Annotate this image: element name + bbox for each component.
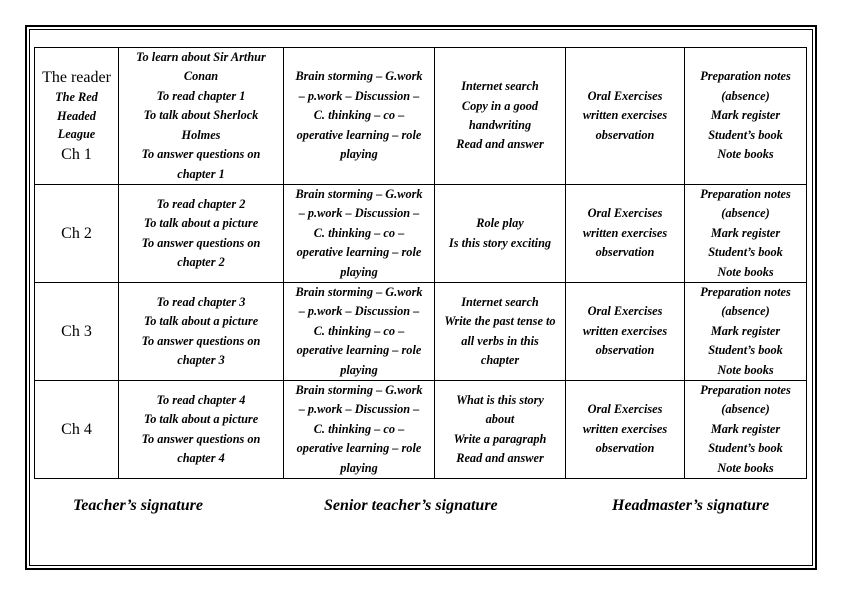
signatures: [34, 497, 806, 519]
reader-title-line: League: [57, 127, 96, 142]
cell-line: playing: [340, 362, 378, 377]
chapter-label: The reader: [42, 69, 111, 87]
cell-line: Note books: [717, 460, 774, 475]
cell-line: playing: [340, 147, 378, 162]
cell-line: operative learning – role: [296, 343, 422, 358]
cell-line: operative learning – role: [296, 245, 422, 260]
activities-cell: [435, 48, 566, 185]
resources-cell: [685, 48, 807, 185]
cell-line: written exercises: [582, 323, 668, 338]
activities-cell: [435, 283, 566, 381]
strategies-cell: [284, 48, 435, 185]
cell-line: Preparation notes: [700, 383, 791, 398]
cell-line: Note books: [717, 362, 774, 377]
cell-line: (absence): [721, 304, 770, 319]
evaluation-cell: [566, 283, 685, 381]
cell-line: operative learning – role: [296, 127, 422, 142]
table-row: [35, 185, 807, 283]
reader-title-line: Headed: [57, 108, 96, 123]
table-row: [35, 381, 807, 479]
evaluation-cell: [566, 185, 685, 283]
resources-cell: [685, 381, 807, 479]
strategies-cell: [284, 381, 435, 479]
cell-line: Oral Exercises: [587, 304, 663, 319]
cell-line: To answer questions on: [141, 333, 261, 348]
cell-line: Brain storming – G.work: [295, 187, 423, 201]
cell-line: Read and answer: [456, 137, 544, 152]
aims-cell: [119, 185, 284, 283]
cell-line: Brain storming – G.work: [295, 69, 423, 84]
cell-line: To answer questions on: [141, 147, 261, 162]
cell-line: observation: [595, 441, 655, 456]
strategies-cell: [284, 283, 435, 381]
cell-line: Oral Exercises: [587, 402, 663, 417]
cell-line: Mark register: [710, 108, 781, 123]
cell-line: written exercises: [582, 225, 668, 240]
cell-line: Student’s book: [708, 343, 783, 358]
cell-line: – p.work – Discussion –: [298, 402, 420, 417]
cell-line: Preparation notes: [700, 285, 791, 300]
cell-line: chapter 1: [177, 166, 225, 181]
cell-line: Conan: [183, 69, 219, 84]
cell-line: To talk about Sherlock: [143, 108, 259, 123]
chapter-label: Ch 2: [61, 225, 92, 243]
cell-line: all verbs in this: [461, 333, 539, 348]
chapter-cell: [35, 185, 119, 283]
activities-cell: [435, 381, 566, 479]
chapter-label: Ch 1: [61, 145, 92, 163]
cell-line: C. thinking – co –: [313, 323, 405, 338]
cell-line: Student’s book: [708, 441, 783, 456]
cell-line: To read chapter 3: [156, 294, 246, 309]
cell-line: (absence): [721, 88, 770, 103]
cell-line: To talk about a picture: [143, 216, 259, 231]
cell-line: playing: [340, 460, 378, 475]
cell-line: What is this story: [456, 392, 544, 407]
cell-line: To read chapter 2: [156, 196, 246, 211]
chapter-label: Ch 4: [61, 421, 92, 439]
resources-cell: [685, 185, 807, 283]
cell-line: chapter 3: [177, 352, 225, 367]
cell-line: – p.work – Discussion –: [298, 206, 420, 221]
chapter-cell: [35, 48, 119, 185]
cell-line: Oral Exercises: [587, 88, 663, 103]
cell-line: Preparation notes: [700, 187, 791, 201]
cell-line: Preparation notes: [700, 69, 791, 84]
reader-title-line: The Red: [55, 90, 98, 105]
table-row: [35, 283, 807, 381]
cell-line: – p.work – Discussion –: [298, 304, 420, 319]
aims-cell: [119, 48, 284, 185]
cell-line: about: [485, 412, 515, 427]
aims-cell: [119, 283, 284, 381]
cell-line: Is this story exciting: [448, 235, 552, 250]
cell-line: C. thinking – co –: [313, 225, 405, 240]
cell-line: Copy in a good: [461, 98, 539, 113]
cell-line: chapter: [480, 352, 520, 367]
cell-line: operative learning – role: [296, 441, 422, 456]
chapter-label: Ch 3: [61, 323, 92, 341]
cell-line: To learn about Sir Arthur: [136, 50, 266, 65]
cell-line: Student’s book: [708, 245, 783, 260]
chapter-cell: [35, 283, 119, 381]
headmaster-signature: Headmaster’s signature: [612, 497, 770, 514]
table-row: [35, 48, 807, 185]
cell-line: chapter 2: [177, 254, 225, 269]
cell-line: Student’s book: [708, 127, 783, 142]
strategies-cell: [284, 185, 435, 283]
cell-line: To answer questions on: [141, 235, 261, 250]
resources-cell: [685, 283, 807, 381]
cell-line: Mark register: [710, 323, 781, 338]
aims-cell: [119, 381, 284, 479]
senior-teacher-signature: Senior teacher’s signature: [324, 497, 498, 514]
cell-line: (absence): [721, 402, 770, 417]
cell-line: – p.work – Discussion –: [298, 88, 420, 103]
teacher-signature: Teacher’s signature: [73, 497, 203, 514]
evaluation-cell: [566, 381, 685, 479]
activities-cell: [435, 185, 566, 283]
cell-line: To answer questions on: [141, 431, 261, 446]
cell-line: Write the past tense to: [444, 314, 556, 329]
cell-line: Holmes: [181, 127, 221, 142]
cell-line: observation: [595, 127, 655, 142]
cell-line: Role play: [476, 216, 524, 231]
cell-line: Internet search: [461, 79, 539, 94]
cell-line: C. thinking – co –: [313, 421, 405, 436]
cell-line: Mark register: [710, 225, 781, 240]
cell-line: written exercises: [582, 108, 668, 123]
cell-line: Note books: [717, 147, 774, 162]
cell-line: handwriting: [468, 118, 532, 132]
lesson-plan-table: [34, 47, 807, 479]
cell-line: observation: [595, 343, 655, 358]
cell-line: chapter 4: [177, 450, 225, 465]
chapter-cell: [35, 381, 119, 479]
cell-line: C. thinking – co –: [313, 108, 405, 123]
cell-line: Note books: [717, 264, 774, 279]
cell-line: To read chapter 4: [156, 392, 246, 407]
cell-line: Brain storming – G.work: [295, 383, 423, 398]
cell-line: written exercises: [582, 421, 668, 436]
cell-line: (absence): [721, 206, 770, 221]
cell-line: Write a paragraph: [453, 431, 547, 446]
cell-line: playing: [340, 264, 378, 279]
cell-line: To read chapter 1: [156, 88, 246, 103]
cell-line: Internet search: [461, 294, 539, 309]
cell-line: Oral Exercises: [587, 206, 663, 221]
cell-line: To talk about a picture: [143, 412, 259, 427]
cell-line: Mark register: [710, 421, 781, 436]
evaluation-cell: [566, 48, 685, 185]
cell-line: To talk about a picture: [143, 314, 259, 329]
cell-line: observation: [595, 245, 655, 260]
cell-line: Brain storming – G.work: [295, 285, 423, 300]
cell-line: Read and answer: [456, 450, 544, 465]
